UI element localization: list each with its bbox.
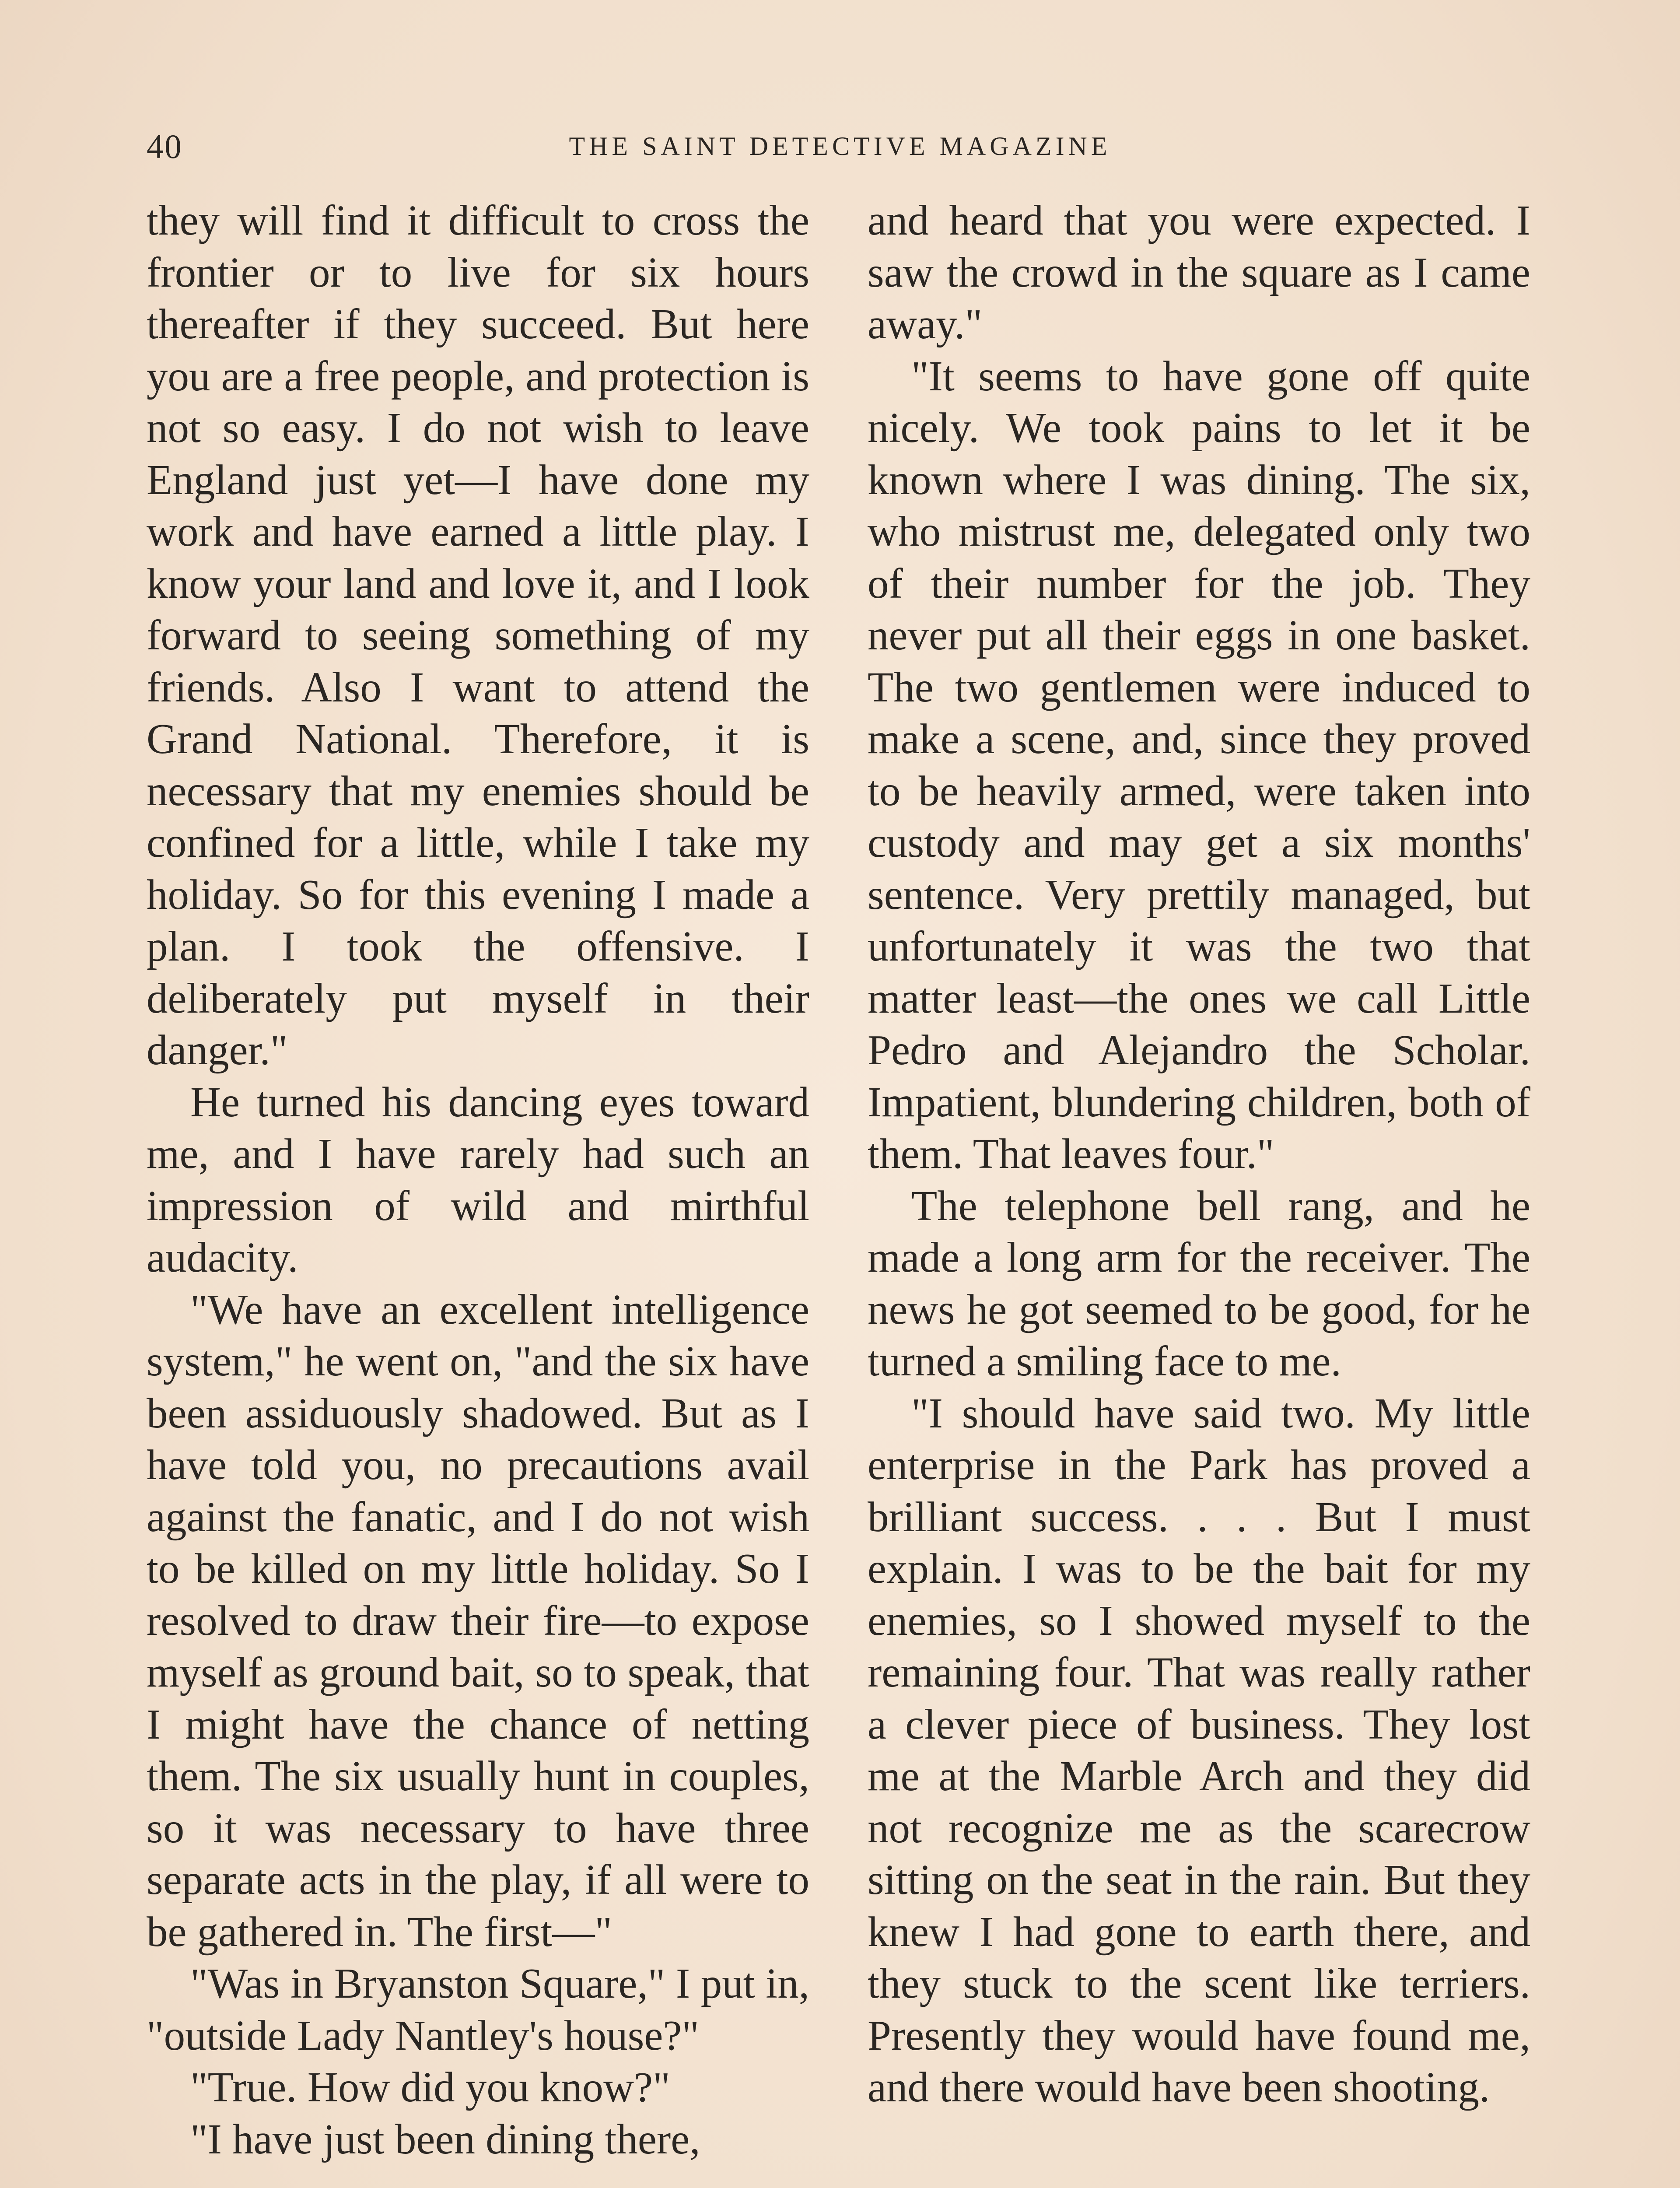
- paragraph: "I should have said two. My little enterprise in the Park has proved a brilliant success. . . . But I must explain. I was to be the bait for my enemies, so I showed myself to the remaining four. That was really rather a clever piece of business. They lost me at the Marble Arch and they did not recognize me as the scarecrow sitting on the seat in the rain. But they knew I had gone to earth there, and they stuck to the scent like terriers. Presently they would have found me, and there would have been shooting.: [868, 1389, 1530, 2111]
- paragraph: "True. How did you know?": [190, 2064, 670, 2111]
- paragraph: they will find it difficult to cross the frontier or to live for six hours thereafter if they succeed. But here you are a free people, and protection is not so easy. I do not wish to leave England just yet—I have done my work and have earned a little play. I know your land and love it, and I look forward to seeing something of my friends. Also I want to attend the Grand National. Therefore, it is necessary that my enemies should be confined for a little, while I take my holiday. So for this evening I made a plan. I took the offensive. I deliberately put myself in their danger.": [147, 197, 809, 1073]
- paragraph: The telephone bell rang, and he made a long arm for the receiver. The news he got seemed to be good, for he turned a smiling face to me.: [868, 1182, 1530, 1385]
- paragraph: "I have just been dining there,: [190, 2115, 700, 2163]
- paragraph: "We have an excellent intelligence system," he went on, "and the six have been assiduously shadowed. But as I have told you, no precautions avail against the fanatic, and I do not wish to be killed on my little holiday. So I resolved to draw their fire—to expose myself as ground bait, so to speak, that I might have the chance of netting them. The six usually hunt in couples, so it was necessary to have three separate acts in the play, if all were to be gathered in. The first—": [147, 1286, 809, 1955]
- paragraph: "It seems to have gone off quite nicely. We took pains to let it be known where I was dining. The six, who mistrust me, delegated only two of their number for the job. They never put all their eggs in one basket. The two gentlemen were induced to make a scene, and, since they proved to be heavily armed, were taken into custody and may get a six months' sentence. Very prettily managed, but unfortunately it was the two that matter least—the ones we call Little Pedro and Alejandro the Scholar. Impatient, blundering children, both of them. That leaves four.": [868, 352, 1530, 1177]
- right-text-column: [868, 195, 1530, 2114]
- left-text-column: [147, 195, 809, 2165]
- running-header: [147, 127, 1533, 175]
- page-number: 40: [147, 127, 182, 165]
- paragraph: and heard that you were expected. I saw the crowd in the square as I came away.": [868, 197, 1530, 347]
- magazine-title: THE SAINT DETECTIVE MAGAZINE: [569, 132, 1111, 161]
- paragraph: He turned his dancing eyes toward me, and I have rarely had such an impression of wild and mirthful audacity.: [147, 1078, 809, 1281]
- paragraph: "Was in Bryanston Square," I put in, "outside Lady Nantley's house?": [147, 1960, 809, 2059]
